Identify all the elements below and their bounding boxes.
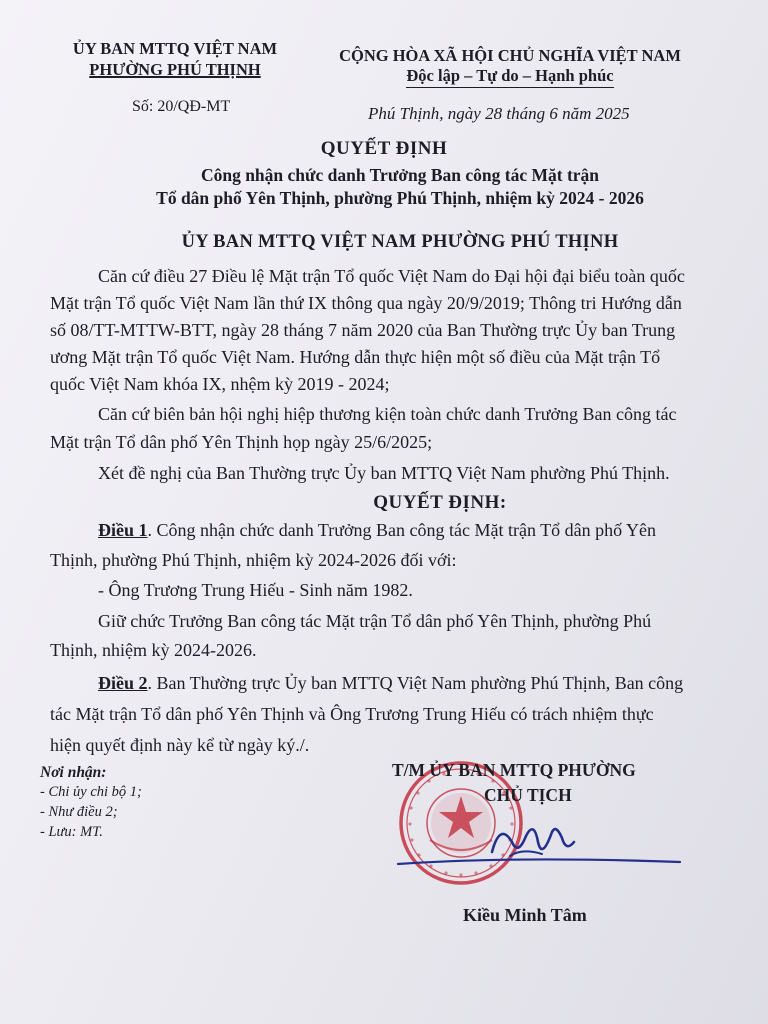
recipient-item: - Chi ủy chi bộ 1; (40, 784, 142, 800)
issuer-heading: ỦY BAN MTTQ VIỆT NAM PHƯỜNG PHÚ THỊNH (181, 232, 619, 252)
org-line-2: PHƯỜNG PHÚ THỊNH (89, 60, 261, 79)
nation-line-1: CỘNG HÒA XÃ HỘI CHỦ NGHĨA VIỆT NAM (339, 46, 681, 65)
article-2-label: Điều 2 (98, 673, 148, 693)
recipient-item: - Như điều 2; (40, 804, 118, 820)
national-motto (330, 46, 690, 88)
org-line-1: ỦY BAN MTTQ VIỆT NAM (72, 39, 278, 58)
signer-name: Kiều Minh Tâm (463, 905, 587, 925)
preamble-line-7: Mặt trận Tổ dân phố Yên Thịnh họp ngày 25/6/2025; (50, 432, 433, 452)
article-2-line-2: tác Mặt trận Tổ dân phố Yên Thịnh và Ông Trương Trung Hiếu có trách nhiệm thực (50, 704, 654, 724)
document-title: QUYẾT ĐỊNH (320, 138, 448, 159)
preamble-line-4: ương Mặt trận Tổ quốc Việt Nam. Hướng dẫn thực hiện một số điều của Mặt trận Tổ (50, 347, 661, 367)
article-1-line-5: Thịnh, nhiệm kỳ 2024-2026. (50, 640, 257, 660)
preamble-line-1: Căn cứ điều 27 Điều lệ Mặt trận Tổ quốc Việt Nam do Đại hội đại biểu toàn quốc (98, 266, 685, 286)
article-1-line-1: Điều 1. Công nhận chức danh Trưởng Ban công tác Mặt trận Tổ dân phố Yên (98, 520, 656, 540)
issue-date: Phú Thịnh, ngày 28 tháng 6 năm 2025 (368, 104, 630, 123)
signature-title: T/M ỦY BAN MTTQ PHƯỜNG (392, 760, 636, 780)
article-1-member: - Ông Trương Trung Hiếu - Sinh năm 1982. (98, 580, 413, 600)
document-number: Số: 20/QĐ-MT (132, 98, 231, 115)
article-1-label: Điều 1 (98, 520, 148, 540)
article-2-line-1: Điều 2. Ban Thường trực Ủy ban MTTQ Việt Nam phường Phú Thịnh, Ban công (98, 673, 684, 693)
preamble-line-8: Xét đề nghị của Ban Thường trực Ủy ban MTTQ Việt Nam phường Phú Thịnh. (98, 463, 670, 483)
preamble-line-3: số 08/TT-MTTW-BTT, ngày 28 tháng 7 năm 2020 của Ban Thường trực Ủy ban Trung (50, 320, 676, 340)
subject-line-2: Tổ dân phố Yên Thịnh, phường Phú Thịnh, nhiệm kỳ 2024 - 2026 (156, 188, 644, 208)
article-1-line-4: Giữ chức Trưởng Ban công tác Mặt trận Tổ dân phố Yên Thịnh, phường Phú (98, 611, 652, 631)
preamble-line-6: Căn cứ biên bản hội nghị hiệp thương kiện toàn chức danh Trưởng Ban công tác (98, 404, 677, 424)
decision-heading: QUYẾT ĐỊNH: (373, 492, 507, 513)
subject-line-1: Công nhận chức danh Trưởng Ban công tác Mặt trận (200, 165, 600, 185)
handwritten-signature (392, 812, 692, 876)
article-1-line-2: Thịnh, phường Phú Thịnh, nhiệm kỳ 2024-2026 đối với: (50, 550, 457, 570)
nation-line-2: Độc lập – Tự do – Hạnh phúc (330, 66, 690, 88)
preamble-line-2: Mặt trận Tổ quốc Việt Nam lần thứ IX thông qua ngày 20/9/2019; Thông tri Hướng dẫn (50, 293, 682, 313)
recipients-heading: Nơi nhận: (40, 764, 107, 781)
preamble-line-5: quốc Việt Nam khóa IX, nhệm kỳ 2019 - 2024; (50, 374, 390, 394)
issuing-organization (40, 38, 310, 80)
recipient-item: - Lưu: MT. (40, 824, 103, 840)
signature-role: CHỦ TỊCH (484, 785, 572, 805)
article-2-line-3: hiện quyết định này kể từ ngày ký./. (50, 735, 310, 755)
